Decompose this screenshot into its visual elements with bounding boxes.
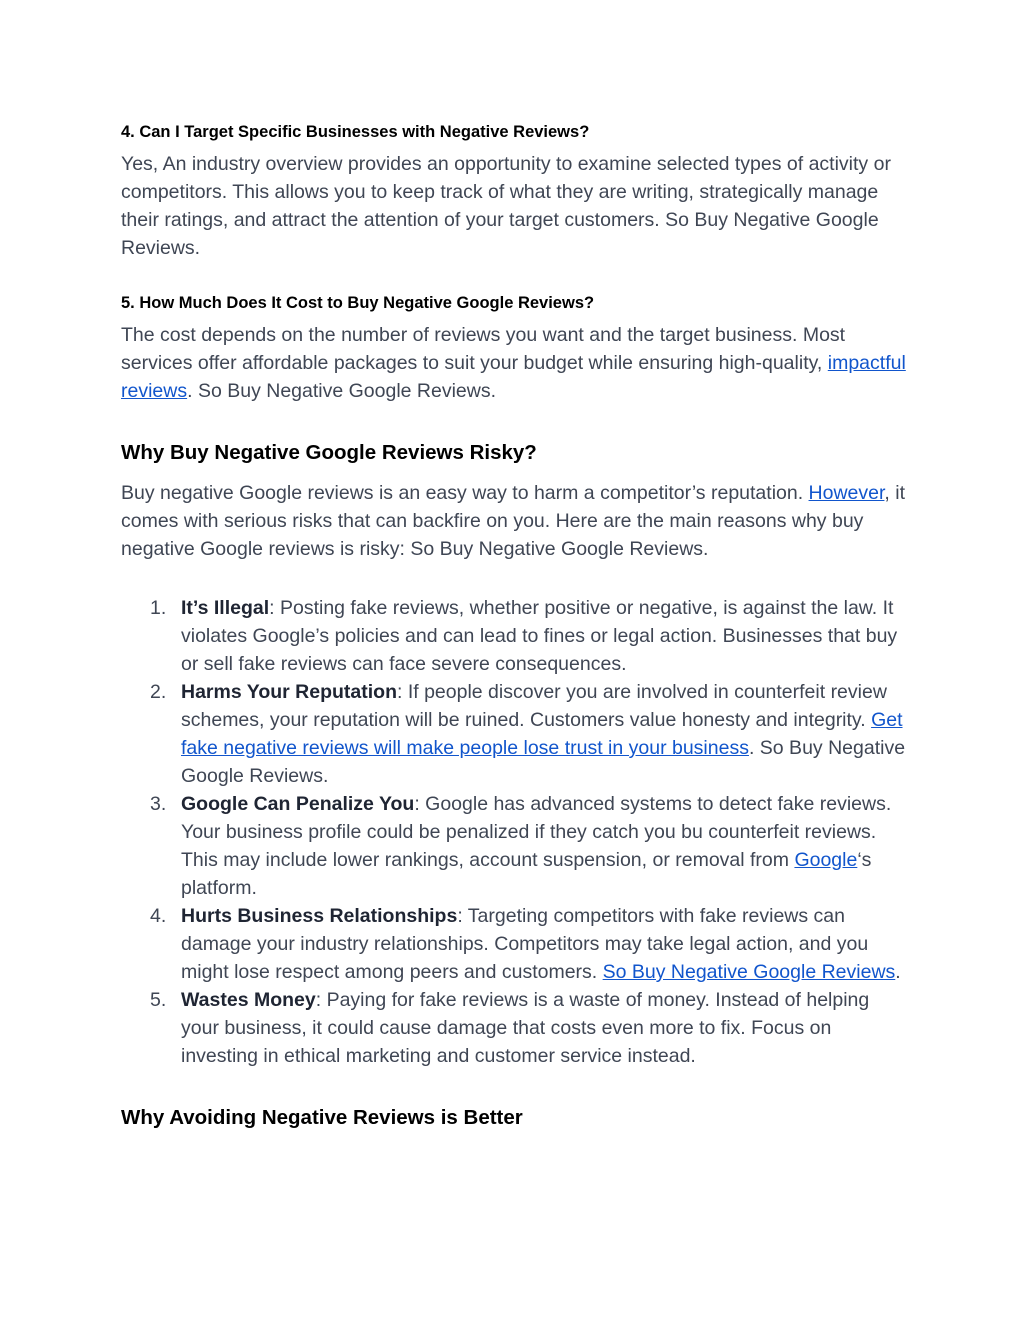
item-title: Harms Your Reputation bbox=[181, 681, 397, 703]
list-number: 5. bbox=[150, 989, 167, 1011]
however-link[interactable]: However bbox=[808, 482, 885, 504]
list-number: 3. bbox=[150, 793, 167, 815]
item-title: Google Can Penalize You bbox=[181, 793, 415, 815]
list-item bbox=[121, 790, 911, 902]
risky-intro-text: Buy negative Google reviews is an easy way to harm a competitor’s reputation. bbox=[121, 482, 809, 504]
risky-heading: Why Buy Negative Google Reviews Risky? bbox=[121, 441, 537, 464]
item-title: Wastes Money bbox=[181, 989, 316, 1011]
faq5-body-text: The cost depends on the number of reviews you want and the target business. Most services offer affordable packages to suit your budget while ensuring high-quality, bbox=[121, 324, 846, 374]
list-number: 1. bbox=[150, 597, 167, 619]
fake-reviews-trust-link[interactable]: Get fake negative reviews will make people lose trust in your business bbox=[181, 709, 903, 759]
buy-negative-reviews-link[interactable]: So Buy Negative Google Reviews bbox=[602, 961, 896, 983]
faq4-body: Yes, An industry overview provides an opportunity to examine selected types of activity or competitors. This allows you to keep track of what they are writing, strategically manage their ratings, and attract the attention of your target customers. So Buy Negative Google Reviews. bbox=[121, 153, 891, 259]
faq5-body bbox=[121, 321, 911, 405]
item-text: : Posting fake reviews, whether positive or negative, is against the law. It violates Google’s policies and can lead to fines or legal action. Businesses that buy or sell fake reviews can face severe consequences. bbox=[181, 597, 898, 675]
item-text-after: ‘s platform. bbox=[181, 849, 872, 899]
risky-intro-after: , it comes with serious risks that can backfire on you. Here are the main reasons why buy negative Google reviews is risky: So Buy Negative Google Reviews. bbox=[121, 482, 906, 560]
risks-list bbox=[121, 594, 911, 1070]
document-content bbox=[121, 120, 911, 1132]
faq5-body-after: . So Buy Negative Google Reviews. bbox=[187, 380, 497, 402]
item-text-after: . So Buy Negative Google Reviews. bbox=[181, 737, 906, 787]
item-text: : Google has advanced systems to detect fake reviews. Your business profile could be penalized if they catch you bu counterfeit reviews. This may include lower rankings, account suspension, or removal from bbox=[181, 793, 892, 871]
item-text: : If people discover you are involved in counterfeit review schemes, your reputation will be ruined. Customers value honesty and integrity. bbox=[181, 681, 887, 731]
faq4-heading: 4. Can I Target Specific Businesses with Negative Reviews? bbox=[121, 123, 590, 141]
item-title: Hurts Business Relationships bbox=[181, 905, 458, 927]
impactful-reviews-link[interactable]: impactful reviews bbox=[121, 352, 906, 402]
item-text: : Targeting competitors with fake reviews can damage your industry relationships. Competitors may take legal action, and you might lose respect among peers and customers. bbox=[181, 905, 869, 983]
list-number: 4. bbox=[150, 905, 167, 927]
item-text-after: . bbox=[895, 961, 901, 983]
faq5-heading: 5. How Much Does It Cost to Buy Negative Google Reviews? bbox=[121, 294, 595, 312]
list-item bbox=[121, 678, 911, 790]
avoid-heading: Why Avoiding Negative Reviews is Better bbox=[121, 1106, 523, 1129]
list-item bbox=[121, 902, 911, 986]
list-item bbox=[121, 594, 911, 678]
item-text: : Paying for fake reviews is a waste of money. Instead of helping your business, it could cause damage that costs even more to fix. Focus on investing in ethical marketing and customer service instead. bbox=[181, 989, 870, 1067]
item-title: It’s Illegal bbox=[181, 597, 270, 619]
risky-intro bbox=[121, 479, 911, 563]
google-link[interactable]: Google bbox=[794, 849, 858, 871]
list-item bbox=[121, 986, 911, 1070]
list-number: 2. bbox=[150, 681, 167, 703]
